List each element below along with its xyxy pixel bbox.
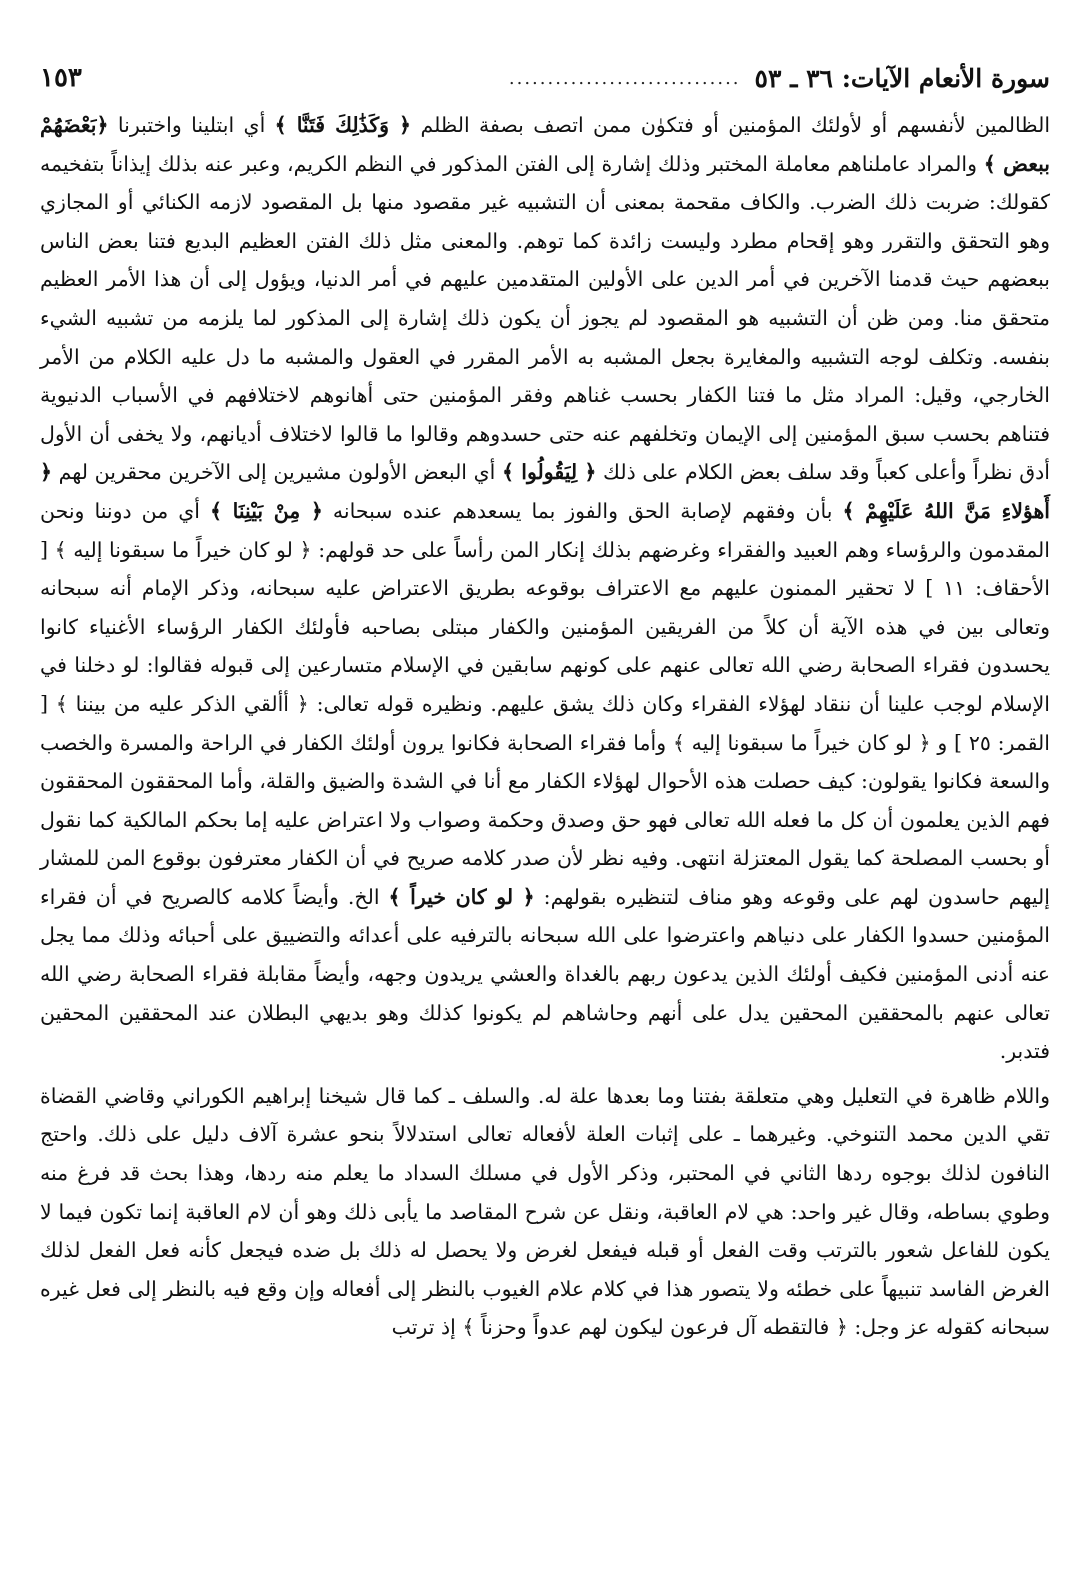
text-segment: والمراد عاملناهم معاملة المختبر وذلك إشارة إلى الفتن المذكور في النظم الكريم، وعبر عنه بذلك إيذاناً بتفخيمه كقولك: ضربت ذلك الضرب. والكاف مقحمة بمعنى أن التشبيه غير مقصود منها بل المقصود لازمه الكنائي أو المجازي وهو التحقق والتقرر وهو إقحام مطرد وليست زائدة كما توهم. والمعنى مثل ذلك الفتن العظيم البديع فتنا بعض الناس ببعضهم حيث قدمنا الآخرين في أمر الدين على الأولين المتقدمين عليهم في أمر الدنيا، ويؤول إلى أن هذا الأمر العظيم متحقق منا. ومن ظن أن التشبيه هو المقصود لم يجوز أن يكون ذلك إشارة إلى المذكور لما يلزمه من تشبيه الشيء بنفسه. وتكلف لوجه التشبيه والمغايرة بجعل المشبه به الأمر المقرر في العقول والمشبه ما دل عليه الكلام من الأمر الخارجي، وقيل: المراد مثل ما فتنا الكفار بحسب غناهم وفقر المؤمنين حتى أهانوهم لاختلافهم في الأسباب الدنيوية فتناهم بحسب سبق المؤمنين إلى الإيمان وتخلفهم عنه حتى حسدوهم وقالوا ما قالوا لاختلاف أديانهم، ولا يخفى أن الأول أدق نظراً وأعلى كعباً وقد سلف بعض الكلام على ذلك [40, 151, 1050, 485]
text-segment: الخ. وأيضاً كلامه كالصريح في أن فقراء المؤمنين حسدوا الكفار على دنياهم واعترضوا على الله سبحانه بالترفيه على أعدائه والتضييق على أحبائه وذلك مما يجل عنه أدنى المؤمنين فكيف أولئك الذين يدعون ربهم بالغداة والعشي يريدون وجهه، وأيضاً مقابلة فقراء الصحابة رضي الله تعالى عنهم بالمحققين المحقين يدل على أنهم وحاشاهم لم يكونوا كذلك وهو بديهي البطلان عند المحققين المحقين فتدبر. [40, 884, 1050, 1064]
quran-quote: ﴿ وَكَذَٰلِكَ فَتَنَّا ﴾ [274, 113, 412, 137]
quran-quote: ﴿بَعْضَهُمْ ببعض ﴾ [40, 113, 1051, 176]
quran-quote: ﴿ لو كان خيراً ﴾ [388, 884, 535, 909]
book-page [40, 50, 1050, 1560]
page-number: ١٥٣ [40, 63, 82, 93]
page-header [40, 50, 1050, 106]
dotted-leader: .............................. [508, 67, 741, 89]
text-segment: أي البعض الأولون مشيرين إلى الآخرين محقرين لهم [52, 460, 502, 485]
text-segment: بأن وفقهم لإصابة الحق والفوز بما يسعدهم عنده سبحانه [322, 498, 843, 523]
running-title: سورة الأنعام الآيات: ٣٦ ـ ٥٣ [754, 63, 1050, 93]
paragraph-commentary [40, 106, 1050, 1071]
text-segment: واللام ظاهرة في التعليل وهي متعلقة بفتنا وما بعدها علة له. والسلف ـ كما قال شيخنا إبراهيم الكوراني وقاضي القضاة تقي الدين محمد التنوخي. وغيرهما ـ على إثبات العلة لأفعاله تعالى استدلالاً بنحو عشرة آلاف دليل على ذلك. واحتج النافون لذلك بوجوه ردها الثاني في المحتبر، وذكر الأول في مسلك السداد ما يعلم منه ردها، وهذا بحث قد فرغ منه وطوي بساطه، وقال غير واحد: هي لام العاقبة، ونقل عن شرح المقاصد ما يأبى ذلك وهو أن لام العاقبة إنما تكون فيما لا يكون للفاعل شعور بالترتب وقت الفعل أو قبله فيفعل لغرض ولا يحصل له ذلك بل ضده فيجعل كأنه فعل الفعل لذلك الغرض الفاسد تنبيهاً على خطئه ولا يتصور هذا في كلام علام الغيوب بالنظر إلى أفعاله وإن وقع فيه بالنظر إلى فعل غيره سبحانه كقوله عز وجل: ﴿ فالتقطه آل فرعون ليكون لهم عدواً وحزناً ﴾ إذ ترتب [40, 1083, 1050, 1340]
paragraph-lam-discussion [40, 1077, 1050, 1347]
quran-quote: ﴿ مِنْ بَيْنِنَا ﴾ [209, 498, 323, 523]
text-segment: أي ابتلينا واختبرنا [108, 113, 275, 137]
text-segment: أي من دوننا ونحن المقدمون والرؤساء وهم العبيد والفقراء وغرضهم بذلك إنكار المن رأساً على حد قولهم: ﴿ لو كان خيراً ما سبقونا إليه ﴾ [ الأحقاف: ١١ ] لا تحقير الممنون عليهم مع الاعتراف بوقوعه بطريق الاعتراض عليه سبحانه، وذكر الإمام أنه سبحانه وتعالى بين في هذه الآية أن كلاً من الفريقين المؤمنين والكفار مبتلى بصاحبه فأولئك الكفار الرؤساء الأغنياء كانوا يحسدون فقراء الصحابة رضي الله تعالى عنهم على كونهم سابقين في الإسلام متسارعين إلى قبوله فقالوا: لو دخلنا في الإسلام لوجب علينا أن ننقاد لهؤلاء الفقراء وكان ذلك يشق عليهم. ونظيره قوله تعالى: ﴿ أألقي الذكر عليه من بيننا ﴾ [ القمر: ٢٥ ] و ﴿ لو كان خيراً ما سبقونا إليه ﴾ وأما فقراء الصحابة فكانوا يرون أولئك الكفار في الراحة والمسرة والخصب والسعة فكانوا يقولون: كيف حصلت هذه الأحوال لهؤلاء الكفار مع أنا في الشدة والضيق والقلة، وأما المحققون المحققون فهم الذين يعلمون أن كل ما فعله الله تعالى فهو حق وصدق وحكمة وصواب ولا اعتراض عليه إما بحكم المالكية كما نقول أو بحسب المصلحة كما يقول المعتزلة انتهى. وفيه نظر لأن صدر كلامه صريح في أن الكفار معترفون بوقوع المن للمشار إليهم حاسدون لهم على وقوعه وهو مناف لتنظيره بقولهم: [40, 498, 1050, 909]
text-segment: الظالمين لأنفسهم أو لأولئك المؤمنين أو فتكوٰن ممن اتصف بصفة الظلم [411, 113, 1051, 137]
quran-quote: ﴿ أَهؤلاءِ مَنَّ اللهُ عَلَيْهِمْ ﴾ [40, 460, 1050, 523]
quran-quote: ﴿ لِيَقُولُوا ﴾ [502, 460, 597, 485]
